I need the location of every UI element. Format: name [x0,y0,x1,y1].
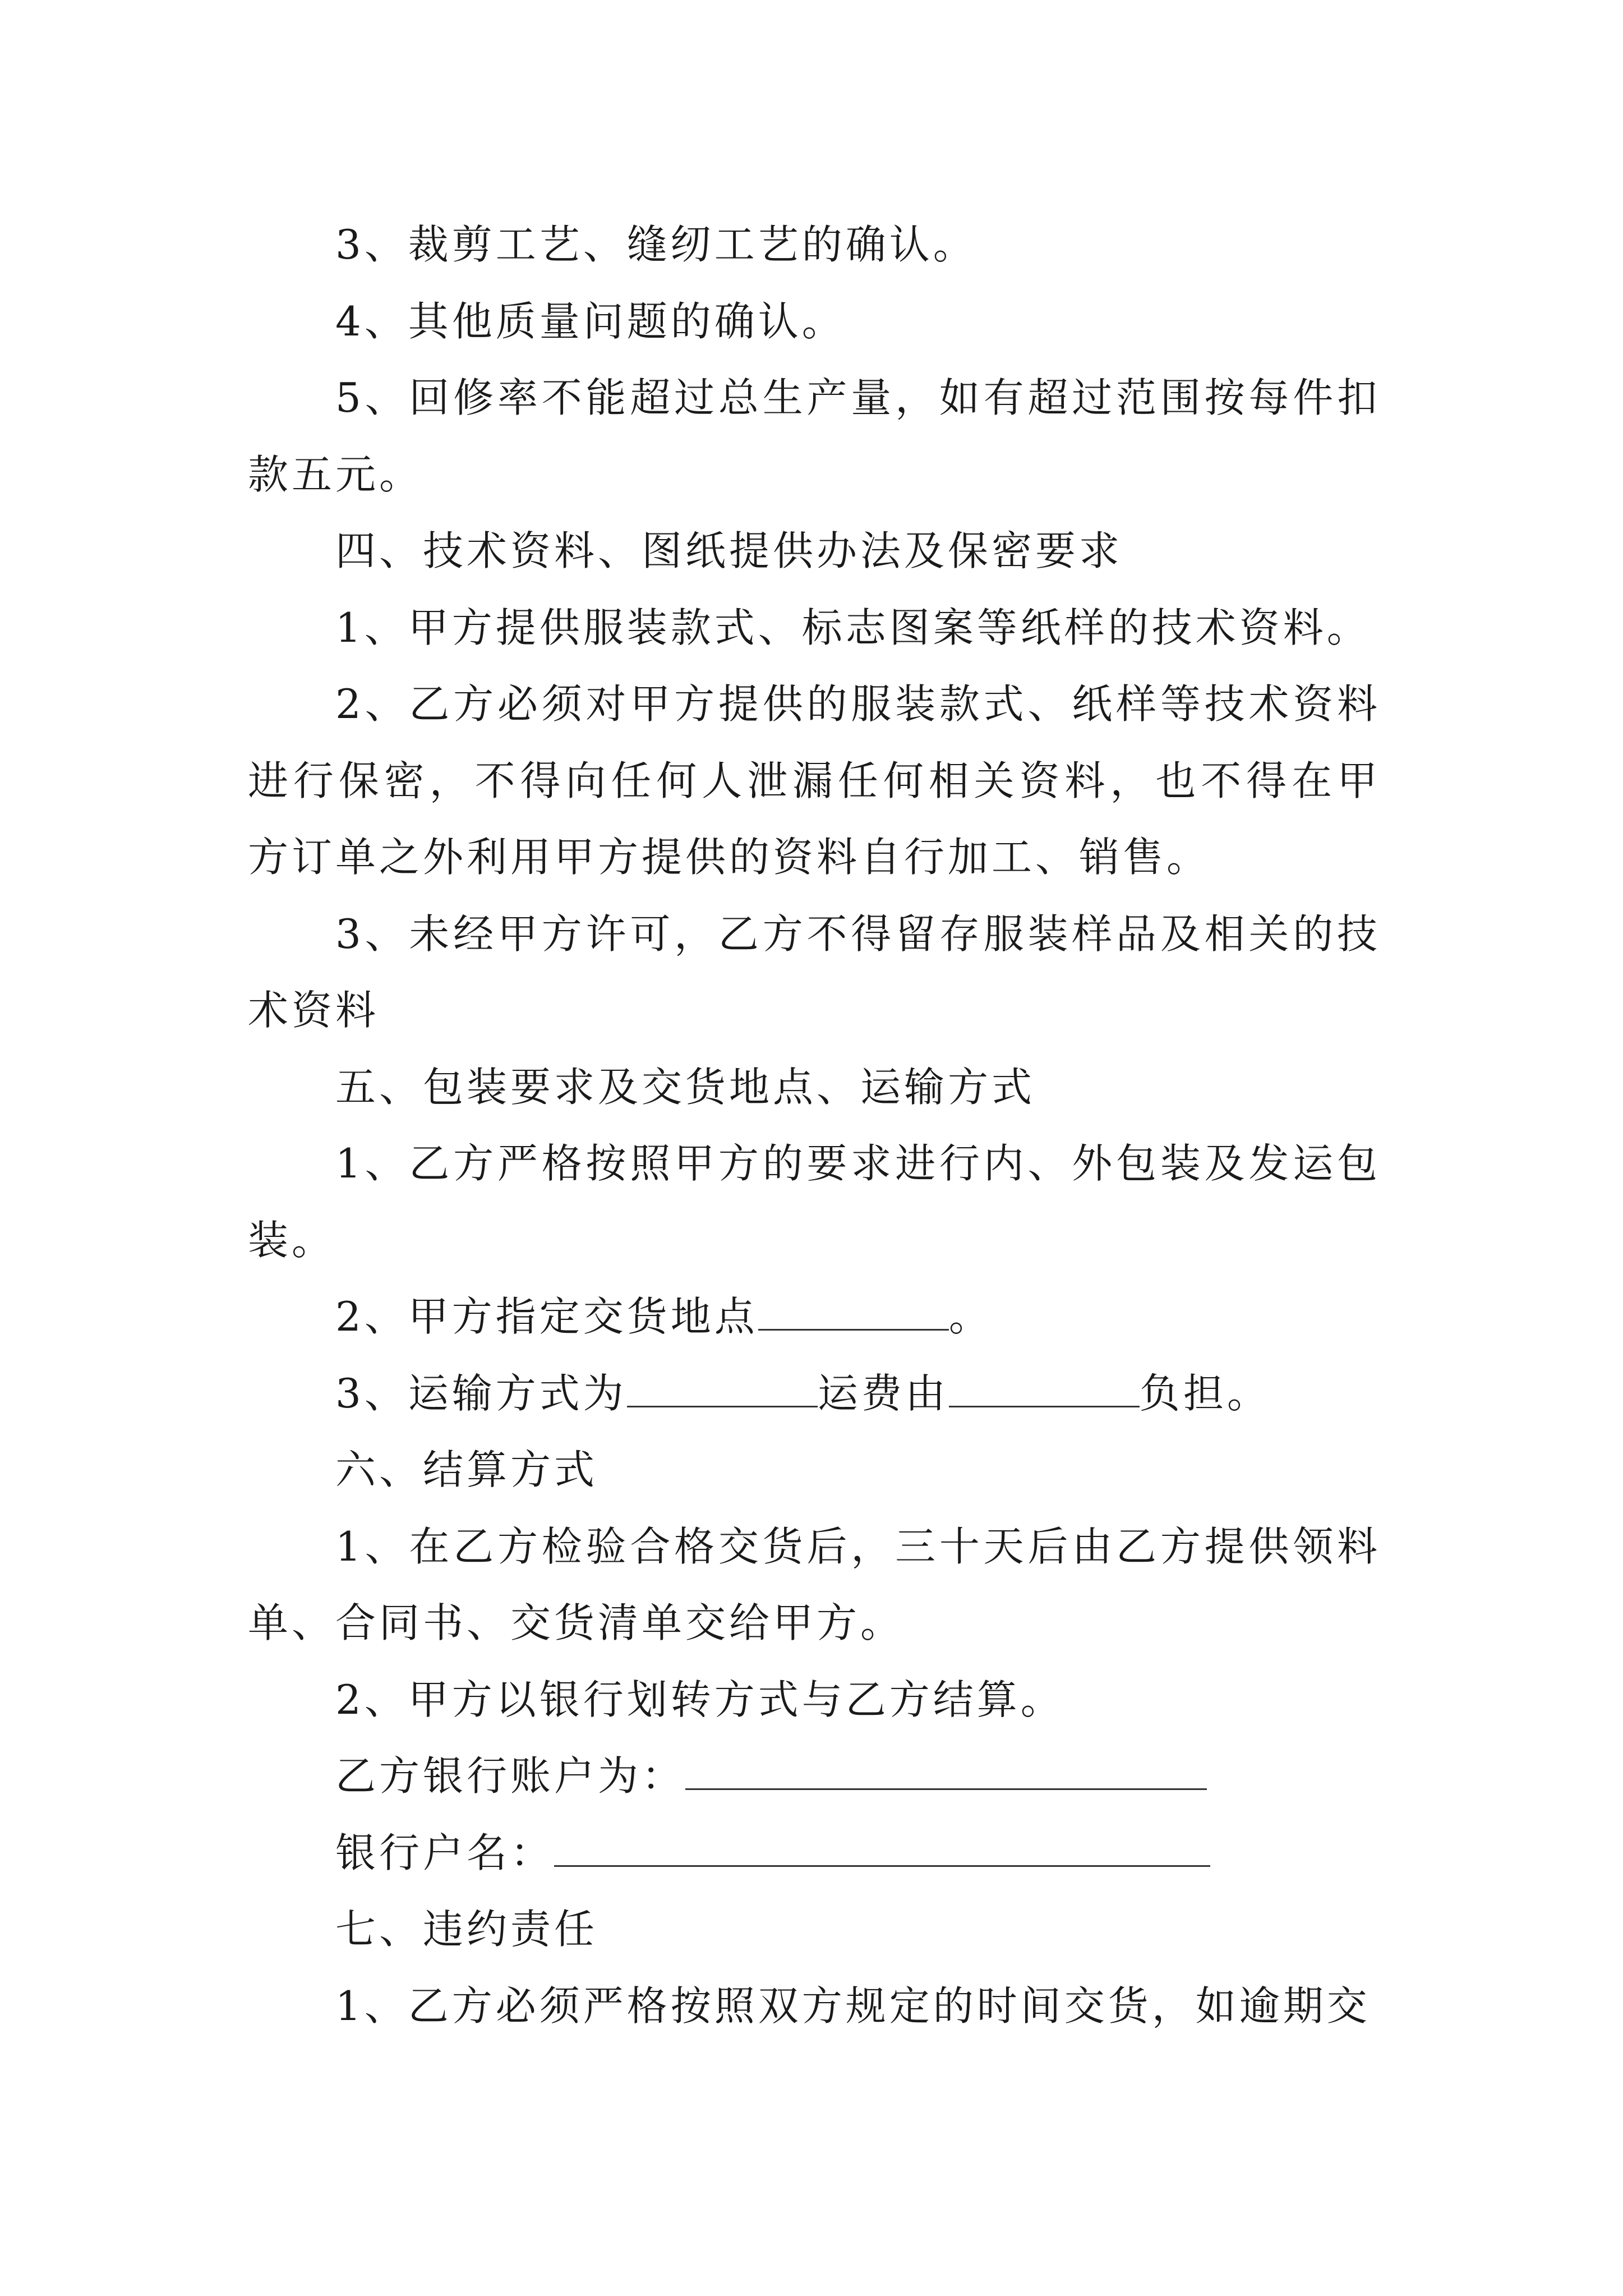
delivery-location-blank [758,1292,949,1331]
section-heading-4: 四、技术资料、图纸提供办法及保密要求 [335,527,1123,574]
delivery-location-label: 2、甲方指定交货地点 [335,1293,758,1340]
section-heading-5: 五、包装要求及交货地点、运输方式 [335,1063,1036,1111]
document-body [248,206,1381,2044]
paragraph-clause-6-2: 2、甲方以银行划转方式与乙方结算。 [335,1676,1064,1723]
section-heading-6: 六、结算方式 [335,1446,598,1493]
paragraph-clause-3-3: 3、裁剪工艺、缝纫工艺的确认。 [335,221,977,268]
bank-name-blank [554,1828,1210,1867]
bank-account-line [248,1738,1381,1815]
paragraph-clause-5-2 [248,1278,1381,1355]
delivery-location-end: 。 [948,1293,993,1340]
bank-account-blank [685,1751,1207,1790]
paragraph-clause-6-1: 1、在乙方检验合格交货后，三十天后由乙方提供领料单、合同书、交货清单交给甲方。 [248,1522,1381,1646]
section-heading-7: 七、违约责任 [335,1906,598,1953]
bank-name-label: 银行户名： [335,1829,555,1876]
paragraph-clause-7-1: 1、乙方必须严格按照双方规定的时间交货，如逾期交 [335,1982,1371,2030]
bank-account-label: 乙方银行账户为： [335,1752,686,1800]
paragraph-clause-4-1: 1、甲方提供服装款式、标志图案等纸样的技术资料。 [335,604,1371,651]
bank-name-line [248,1815,1381,1892]
paragraph-clause-4-2: 2、乙方必须对甲方提供的服装款式、纸样等技术资料进行保密，不得向任何人泄漏任何相关资料，也不得在甲方订单之外利用甲方提供的资料自行加工、销售。 [248,680,1381,881]
paragraph-clause-5-1: 1、乙方严格按照甲方的要求进行内、外包装及发运包装。 [248,1140,1381,1264]
paragraph-clause-3-5: 5、回修率不能超过总生产量，如有超过范围按每件扣款五元。 [248,374,1381,498]
paragraph-clause-3-4: 4、其他质量问题的确认。 [335,297,846,345]
freight-end: 负担。 [1139,1369,1271,1417]
freight-payer-blank [949,1369,1140,1407]
transport-method-blank [627,1369,818,1407]
freight-label: 运费由 [817,1369,949,1417]
paragraph-clause-5-3 [248,1355,1381,1432]
transport-method-label: 3、运输方式为 [335,1369,627,1417]
paragraph-clause-4-3: 3、未经甲方许可，乙方不得留存服装样品及相关的技术资料 [248,910,1381,1034]
